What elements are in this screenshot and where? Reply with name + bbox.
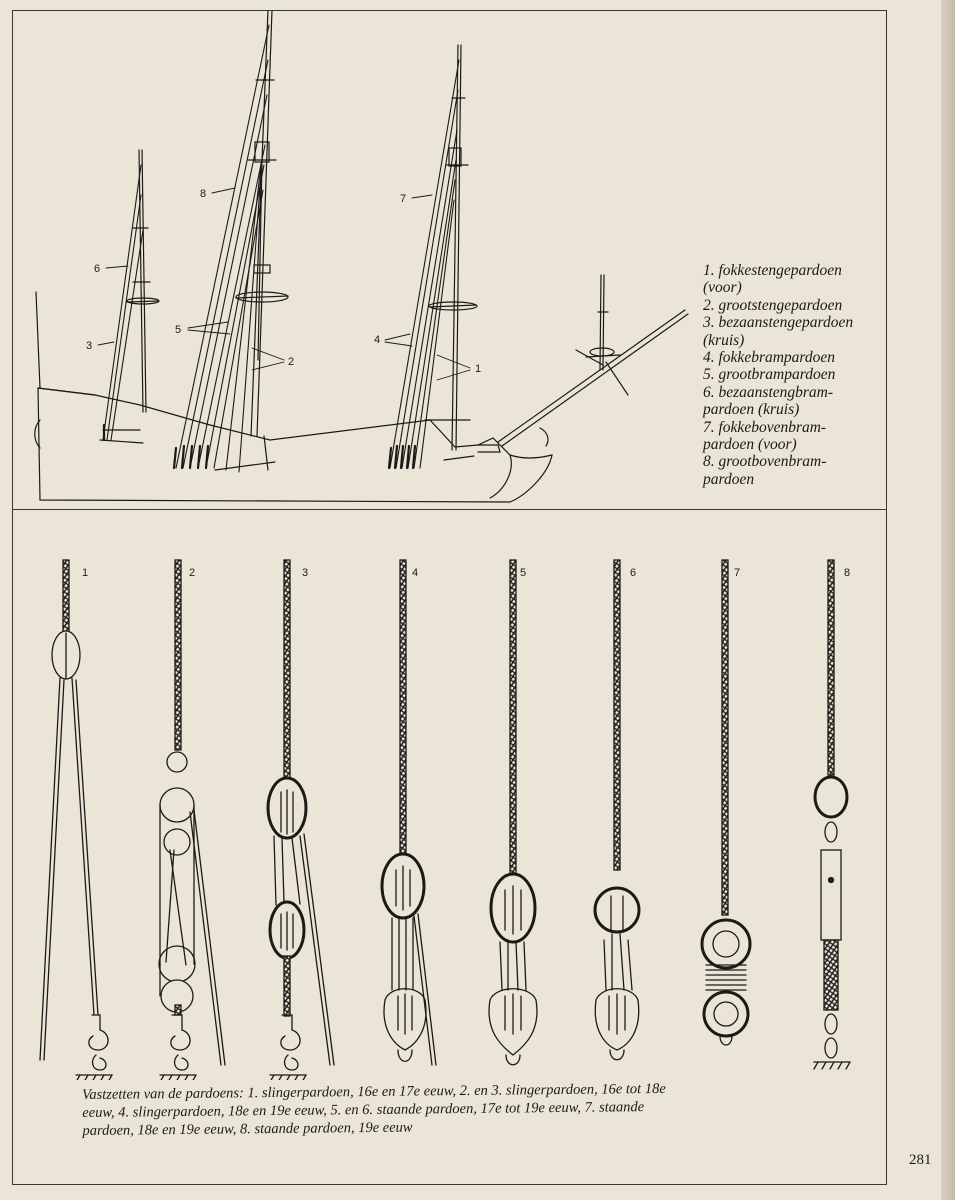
legend-item: 2. grootstengepardoen [703,296,843,314]
callout-leaders [98,188,470,380]
section-divider [12,509,887,510]
callout-2: 2 [288,356,295,368]
detail-6 [595,560,639,1060]
page-edge [941,0,955,1200]
detail-number-4: 4 [412,567,419,579]
detail-5 [489,560,537,1065]
bowsprit [498,275,688,446]
figure-caption [82,1078,853,1140]
legend-item: 8. grootbovenbram- [703,453,827,471]
legend-item: pardoen [703,470,755,488]
legend-item: (voor) [703,279,742,297]
caption-line: eeuw, 4. slingerpardoen, 18e en 19e eeuw, 5. en 6. staande pardoen, 17e tot 19e eeuw, 7. staande [82,1099,645,1121]
callout-4: 4 [374,334,381,346]
page-number: 281 [909,1152,932,1168]
detail-number-8: 8 [844,567,851,579]
callout-5: 5 [175,324,182,336]
detail-number-3: 3 [302,567,309,579]
ship-hull [35,292,552,502]
deadeye-chains [104,425,415,468]
mizzen-mast [127,150,159,412]
detail-4 [382,560,436,1065]
fore-mast [429,45,477,460]
backstay-fastening-details [13,550,888,1080]
callout-6: 6 [94,263,101,275]
detail-8 [814,560,850,1069]
legend [703,262,888,488]
detail-number-6: 6 [630,567,637,579]
callout-8: 8 [200,188,207,200]
legend-item: pardoen (voor) [703,436,797,454]
callout-1: 1 [475,363,482,375]
fore-backstays [390,60,459,468]
detail-number-2: 2 [189,567,196,579]
detail-1 [40,560,112,1080]
detail-number-5: 5 [520,567,527,579]
legend-item: 7. fokkebovenbram- [703,418,827,436]
legend-item: (kruis) [703,331,745,349]
detail-number-7: 7 [734,567,741,579]
legend-item: 6. bezaanstengbram- [703,383,834,401]
main-backstays [176,25,269,472]
caption-line: pardoen, 18e en 19e eeuw, 8. staande pardoen, 19e eeuw [82,1119,413,1139]
detail-2 [159,560,225,1080]
detail-7 [702,560,750,1045]
legend-item: pardoen (kruis) [703,401,800,419]
detail-3 [268,560,334,1080]
callout-7: 7 [400,193,407,205]
legend-item: 3. bezaanstengepardoen [703,314,854,332]
legend-item: 4. fokkebrampardoen [703,349,836,367]
caption-line: Vastzetten van de pardoens: 1. slingerpardoen, 16e en 17e eeuw, 2. en 3. slingerpardoen, 16e tot 18e [82,1080,666,1103]
mizzen-backstays [103,165,143,440]
legend-item: 5. grootbrampardoen [703,366,836,384]
detail-number-1: 1 [82,567,89,579]
callout-3: 3 [86,340,93,352]
detail-numbers [82,567,850,579]
legend-item: 1. fokkestengepardoen [703,262,842,279]
